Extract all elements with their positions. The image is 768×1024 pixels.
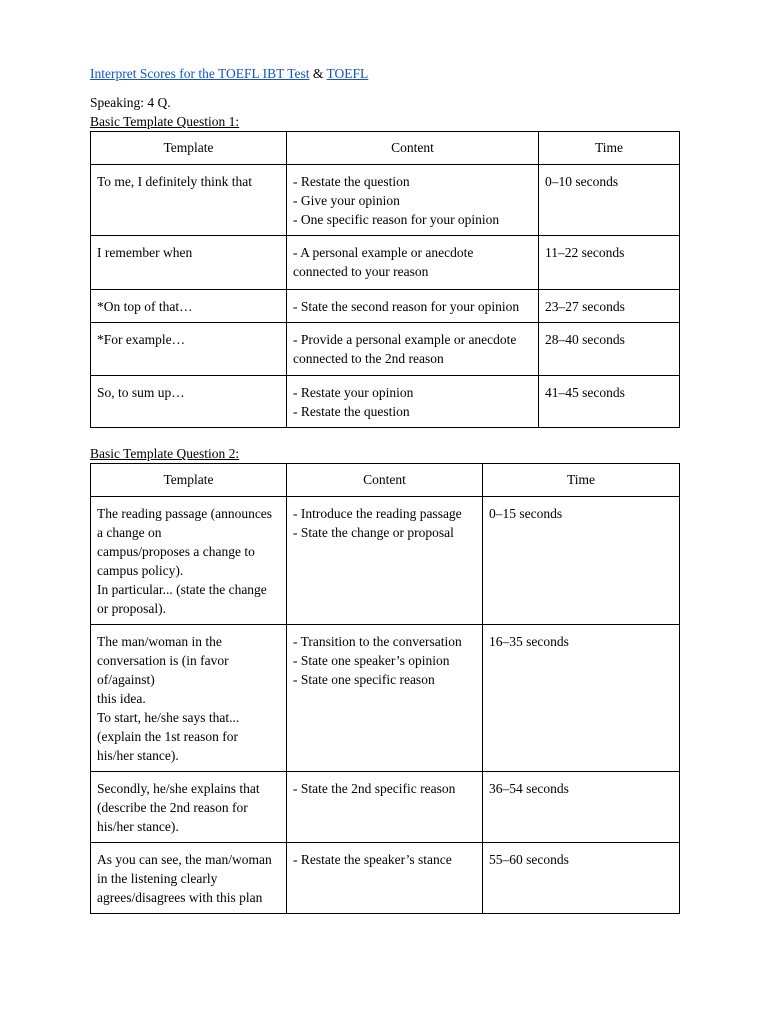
table-row [91,497,680,625]
table-row [91,625,680,772]
content-cell-line: connected to the 2nd reason [293,351,444,366]
template-cell [91,625,287,772]
q1-heading: Basic Template Question 1: [90,114,240,129]
content-cell [287,497,483,625]
template-cell [91,376,287,428]
time-cell: 55–60 seconds [483,843,680,914]
table-row [91,236,680,290]
template-cell-line: this idea. [97,691,146,706]
content-cell-line: - State the second reason for your opinion [293,299,520,314]
content-cell-line: connected to your reason [293,264,429,279]
time-cell: 23–27 seconds [539,290,680,323]
template-cell-line: (explain the 1st reason for [97,729,238,744]
template-cell-line: In particular... (state the change [97,582,267,597]
template-cell-line: To me, I definitely think that [97,174,253,189]
header-content: Content [287,464,483,497]
table-row [91,290,680,323]
template-cell-line: (describe the 2nd reason for [97,800,248,815]
content-cell-line: - Restate the question [293,174,410,189]
table-row [91,843,680,914]
time-cell: 11–22 seconds [539,236,680,290]
template-cell-line: his/her stance). [97,819,179,834]
content-cell [287,165,539,236]
header-time: Time [539,132,680,165]
template-cell [91,497,287,625]
template-cell-line: campus policy). [97,563,184,578]
template-cell-line: I remember when [97,245,193,260]
table-row [91,772,680,843]
time-cell: 41–45 seconds [539,376,680,428]
template-cell-line: agrees/disagrees with this plan [97,890,263,905]
template-cell-line: campus/proposes a change to [97,544,255,559]
q1-template-table [90,131,680,428]
toefl-scores-link[interactable]: Interpret Scores for the TOEFL IBT Test [90,66,310,81]
content-cell-line: - Restate the question [293,404,410,419]
content-cell-line: - Introduce the reading passage [293,506,462,521]
document-page [90,64,680,914]
content-cell-line: - A personal example or anecdote [293,245,474,260]
time-cell: 28–40 seconds [539,323,680,376]
content-cell-line: - Restate your opinion [293,385,414,400]
content-cell-line: - State the change or proposal [293,525,454,540]
table-row [91,323,680,376]
time-cell: 16–35 seconds [483,625,680,772]
template-cell-line: So, to sum up… [97,385,185,400]
template-cell [91,843,287,914]
template-cell-line: *On top of that… [97,299,193,314]
content-cell-line: - Give your opinion [293,193,400,208]
time-cell: 0–10 seconds [539,165,680,236]
template-cell-line: conversation is (in favor [97,653,229,668]
content-cell-line: - State the 2nd specific reason [293,781,456,796]
template-cell-line: a change on [97,525,162,540]
content-cell-line: - Provide a personal example or anecdote [293,332,517,347]
template-cell-line: The man/woman in the [97,634,222,649]
content-cell [287,323,539,376]
template-cell-line: The reading passage (announces [97,506,273,521]
table-row [91,165,680,236]
template-cell [91,165,287,236]
template-cell-line: of/against) [97,672,155,687]
content-cell-line: - Restate the speaker’s stance [293,852,452,867]
q2-heading: Basic Template Question 2: [90,446,240,461]
content-cell [287,376,539,428]
header-time: Time [483,464,680,497]
template-cell-line: or proposal). [97,601,166,616]
link-separator: & [312,66,324,81]
content-cell-line: - One specific reason for your opinion [293,212,500,227]
template-cell-line: As you can see, the man/woman [97,852,272,867]
table-row [91,376,680,428]
table-header-row [91,132,680,165]
header-template: Template [91,132,287,165]
content-cell [287,290,539,323]
template-cell-line: Secondly, he/she explains that [97,781,260,796]
content-cell [287,236,539,290]
links-line [90,64,680,84]
time-cell: 0–15 seconds [483,497,680,625]
template-cell [91,323,287,376]
header-template: Template [91,464,287,497]
speaking-line: Speaking: 4 Q. [90,95,171,110]
content-cell-line: - State one specific reason [293,672,435,687]
content-cell-line: - State one speaker’s opinion [293,653,450,668]
content-cell-line: - Transition to the conversation [293,634,462,649]
template-cell-line: in the listening clearly [97,871,218,886]
template-cell [91,236,287,290]
content-cell [287,625,483,772]
template-cell-line: To start, he/she says that... [97,710,240,725]
q2-template-table [90,463,680,914]
template-cell-line: his/her stance). [97,748,179,763]
template-cell-line: *For example… [97,332,186,347]
content-cell [287,843,483,914]
header-content: Content [287,132,539,165]
time-cell: 36–54 seconds [483,772,680,843]
table-header-row [91,464,680,497]
template-cell [91,290,287,323]
template-cell [91,772,287,843]
toefl-link[interactable]: TOEFL [326,66,369,81]
content-cell [287,772,483,843]
